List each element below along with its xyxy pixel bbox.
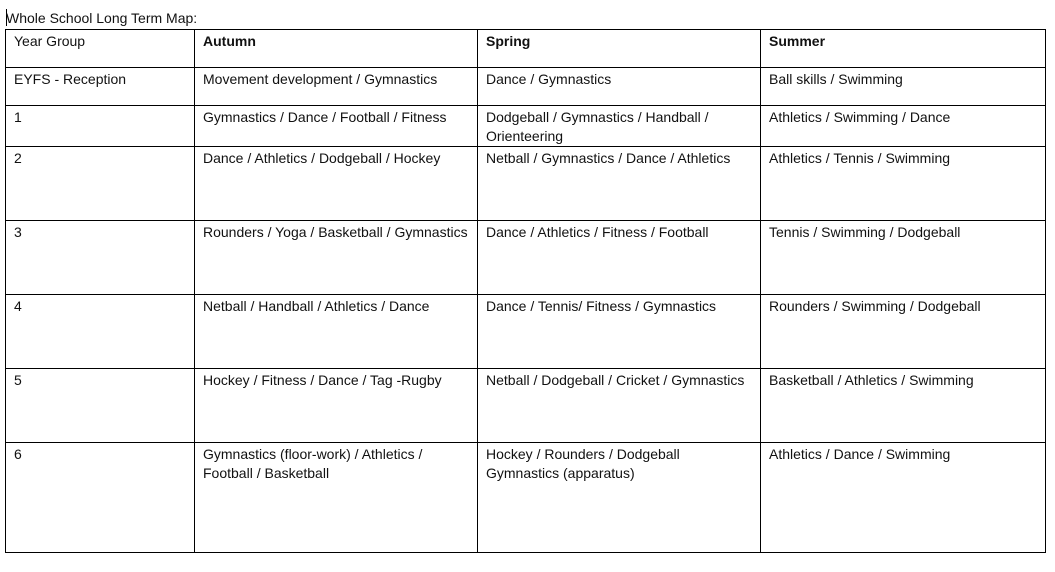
year-cell: 3 (6, 221, 195, 295)
spring-cell: Hockey / Rounders / Dodgeball Gymnastics (apparatus) (478, 443, 761, 553)
autumn-cell: Netball / Handball / Athletics / Dance (195, 295, 478, 369)
table-row (6, 443, 1046, 553)
autumn-cell: Gymnastics (floor-work) / Athletics / Football / Basketball (195, 443, 478, 553)
summer-cell: Ball skills / Swimming (761, 68, 1046, 106)
summer-cell: Rounders / Swimming / Dodgeball (761, 295, 1046, 369)
summer-cell: Athletics / Swimming / Dance (761, 106, 1046, 147)
table-row (6, 106, 1046, 147)
year-cell: 2 (6, 147, 195, 221)
table-row (6, 68, 1046, 106)
table-row (6, 221, 1046, 295)
long-term-map-table (5, 29, 1046, 553)
spring-cell: Dodgeball / Gymnastics / Handball / Orienteering (478, 106, 761, 147)
spring-cell: Netball / Gymnastics / Dance / Athletics (478, 147, 761, 221)
page-title: Whole School Long Term Map: (6, 10, 198, 26)
year-cell: 4 (6, 295, 195, 369)
header-spring: Spring (478, 30, 761, 68)
spring-cell: Dance / Tennis/ Fitness / Gymnastics (478, 295, 761, 369)
year-cell: EYFS - Reception (6, 68, 195, 106)
year-cell: 5 (6, 369, 195, 443)
year-cell: 6 (6, 443, 195, 553)
table-row (6, 369, 1046, 443)
spring-cell: Dance / Athletics / Fitness / Football (478, 221, 761, 295)
table-row (6, 295, 1046, 369)
autumn-cell: Rounders / Yoga / Basketball / Gymnastics (195, 221, 478, 295)
header-year-group: Year Group (6, 30, 195, 68)
spring-cell: Dance / Gymnastics (478, 68, 761, 106)
table-row (6, 147, 1046, 221)
table-header-row (6, 30, 1046, 68)
header-summer: Summer (761, 30, 1046, 68)
autumn-cell: Dance / Athletics / Dodgeball / Hockey (195, 147, 478, 221)
summer-cell: Basketball / Athletics / Swimming (761, 369, 1046, 443)
summer-cell: Athletics / Dance / Swimming (761, 443, 1046, 553)
autumn-cell: Gymnastics / Dance / Football / Fitness (195, 106, 478, 147)
summer-cell: Tennis / Swimming / Dodgeball (761, 221, 1046, 295)
autumn-cell: Movement development / Gymnastics (195, 68, 478, 106)
year-cell: 1 (6, 106, 195, 147)
autumn-cell: Hockey / Fitness / Dance / Tag -Rugby (195, 369, 478, 443)
spring-cell: Netball / Dodgeball / Cricket / Gymnastics (478, 369, 761, 443)
header-autumn: Autumn (195, 30, 478, 68)
summer-cell: Athletics / Tennis / Swimming (761, 147, 1046, 221)
